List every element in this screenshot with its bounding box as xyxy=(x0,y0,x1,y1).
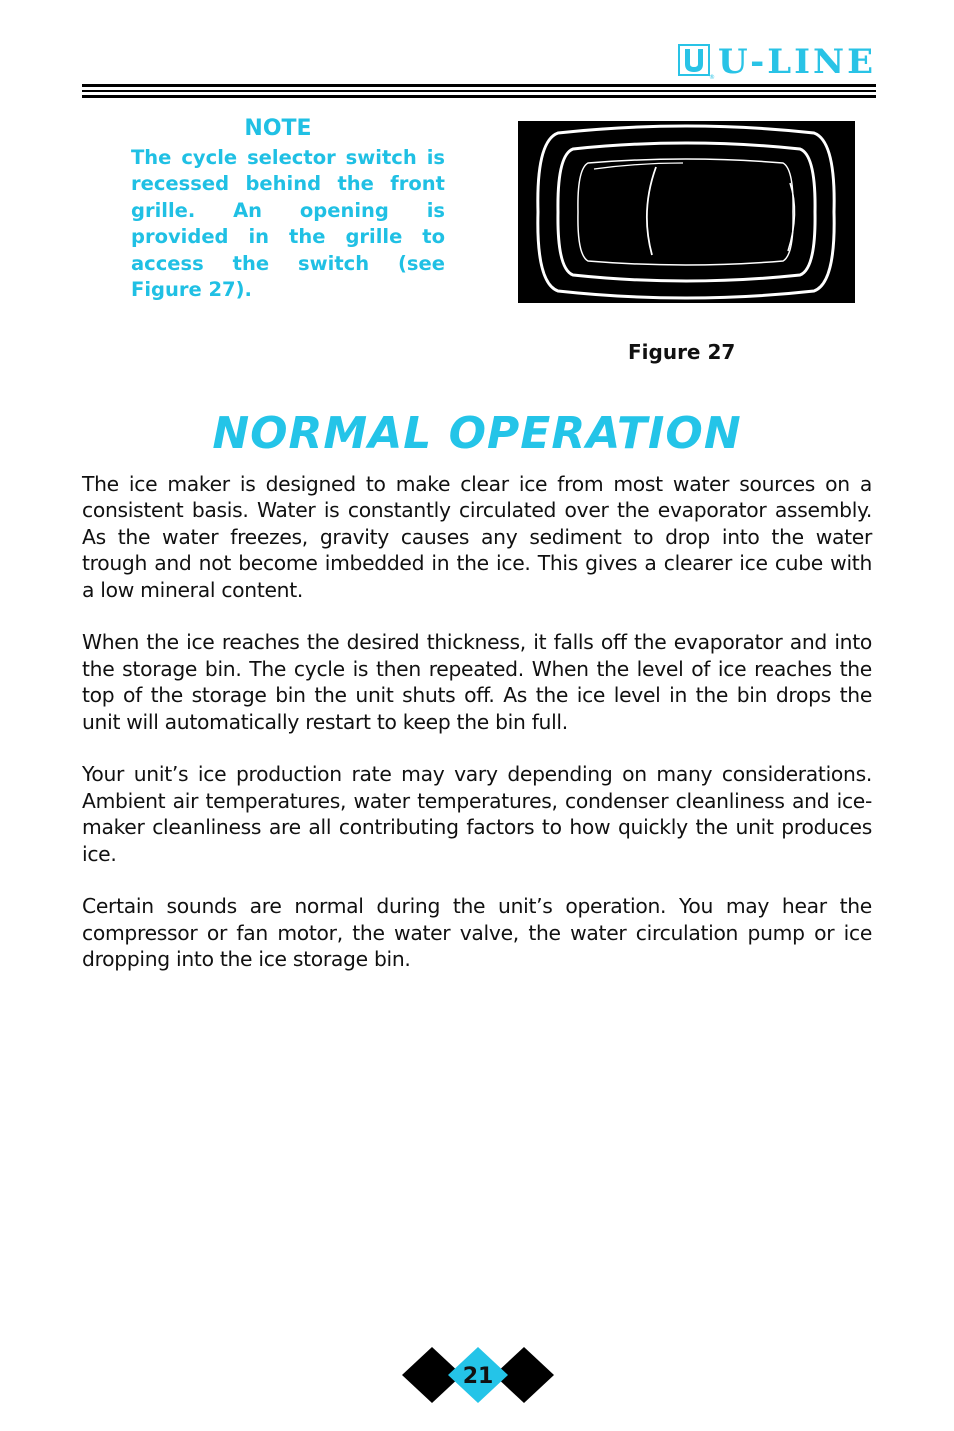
note-title: NOTE xyxy=(244,116,312,141)
paragraph-2: When the ice reaches the desired thickness, it falls off the evaporator and into the storage bin. The cycle is then repeated. When the level of ice reaches the top of the storage bin the unit shuts off. As the ice level in the bin drops the unit will automatically restart to keep the bin full. xyxy=(82,630,872,734)
paragraph-1: The ice maker is designed to make clear ice from most water sources on a consistent basis. Water is constantly circulated over the evaporator assembly. As the water freezes, gravity causes any sediment to drop into the water trough and not become imbedded in the ice. This gives a clearer ice cube with a low mineral content. xyxy=(82,472,872,602)
figure-caption: Figure 27 xyxy=(628,340,736,364)
cycle-selector-switch-icon xyxy=(518,121,855,303)
paragraph-3: Your unit’s ice production rate may vary depending on many considerations. Ambient air temperatures, water temperatures, condenser cleanliness and ice-maker cleanliness are all contributing factors to how quickly the unit produces ice. xyxy=(82,762,872,866)
header-rule-1 xyxy=(82,84,876,87)
u-line-logo-icon xyxy=(678,44,714,80)
registered-mark: ® xyxy=(709,74,716,81)
header-rule-2 xyxy=(82,90,876,92)
note-body: The cycle selector switch is recessed behind the front grille. An opening is provided in the grille to access the switch (see Figure 27). xyxy=(131,145,445,301)
diamond-page-marker-icon xyxy=(400,1345,556,1405)
page-number-marker xyxy=(400,1345,556,1405)
header-rule-3 xyxy=(82,95,876,98)
body-text xyxy=(82,471,872,999)
note-box xyxy=(131,116,445,304)
logo-text: U-LINE xyxy=(718,42,876,82)
section-heading: NORMAL OPERATION xyxy=(212,408,742,459)
figure-27-image xyxy=(518,121,855,303)
brand-logo xyxy=(678,42,876,82)
paragraph-4: Certain sounds are normal during the unit’s operation. You may hear the compressor or fan motor, the water valve, the water circulation pump or ice dropping into the ice storage bin. xyxy=(82,894,872,972)
page-number: 21 xyxy=(462,1364,494,1389)
